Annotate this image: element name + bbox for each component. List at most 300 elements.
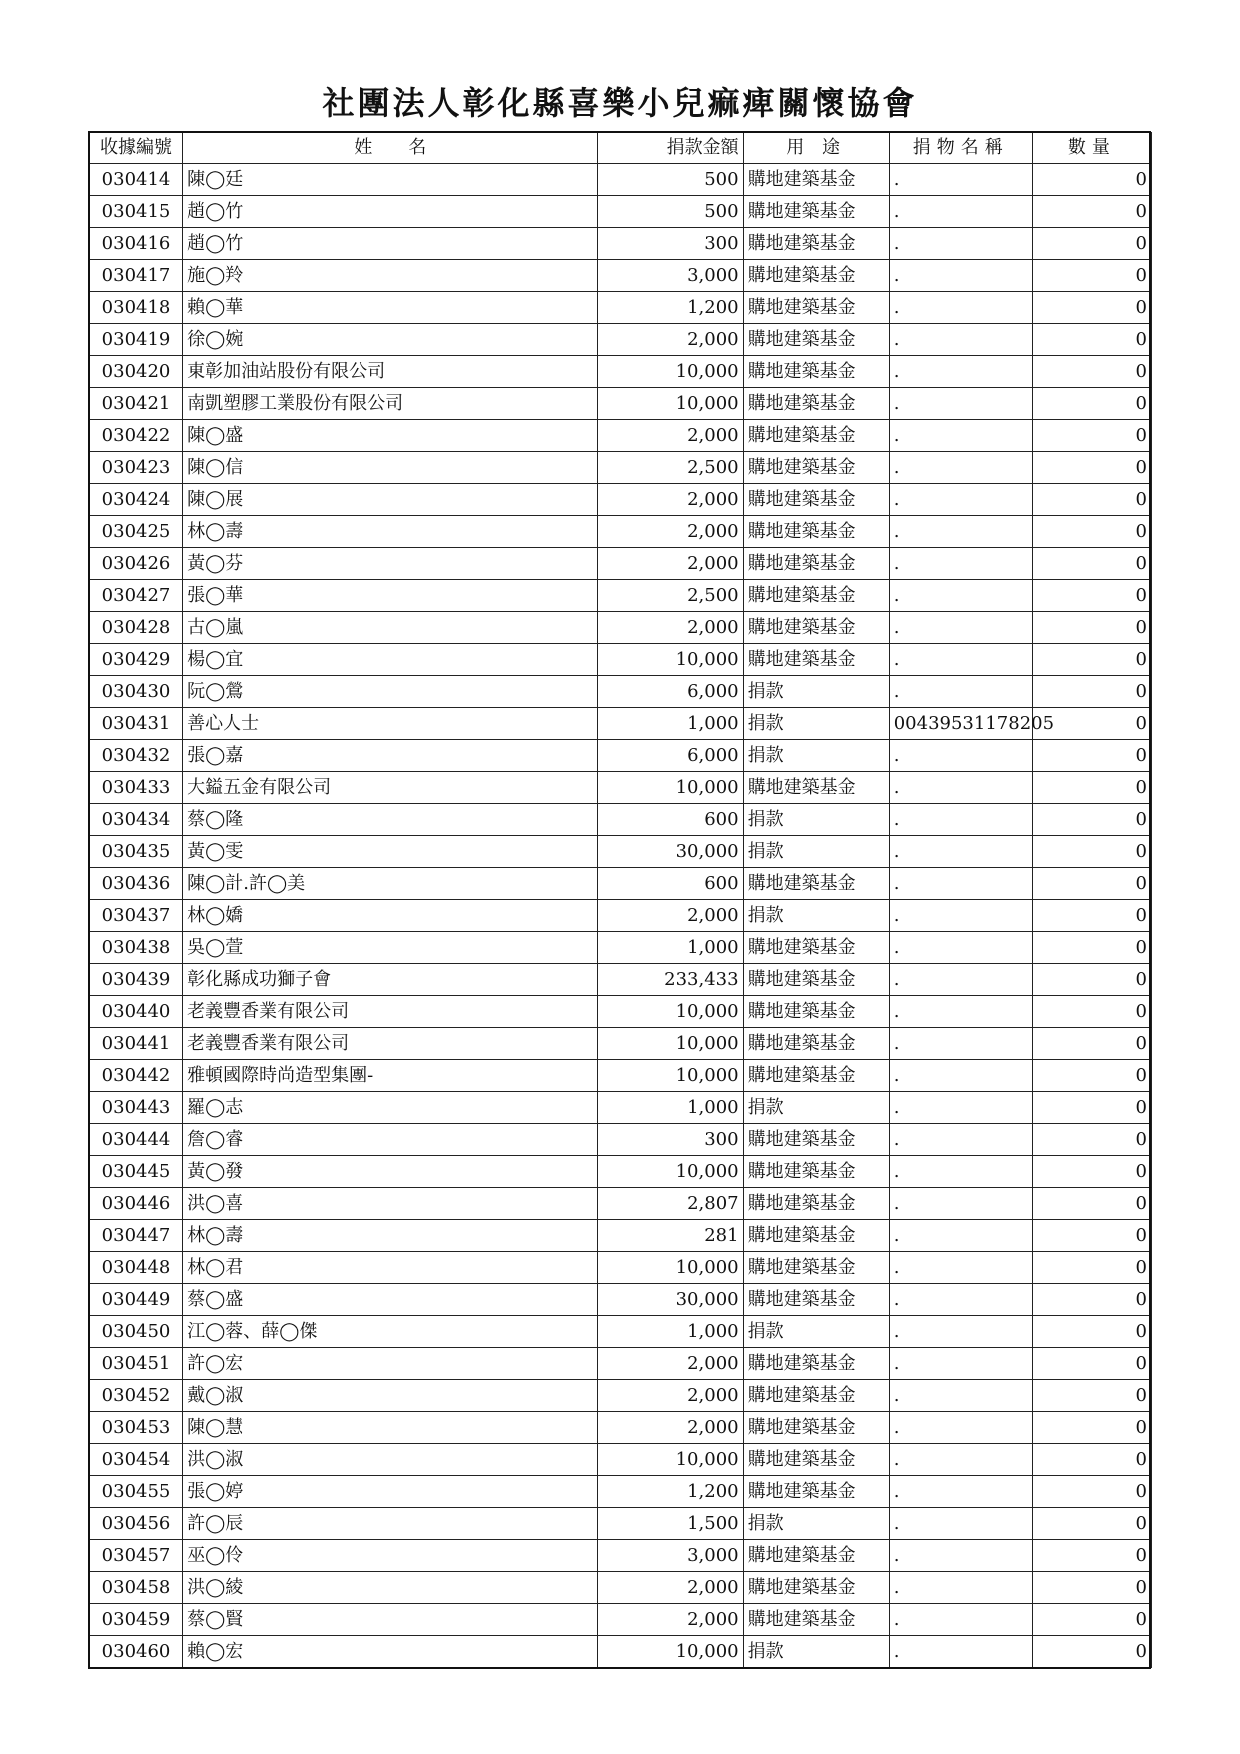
cell-purpose: 購地建築基金 [743,1028,889,1060]
cell-receipt-no: 030448 [90,1252,183,1284]
table-row [90,196,1152,228]
cell-quantity: 0 [1032,228,1151,260]
cell-receipt-no: 030435 [90,836,183,868]
cell-purpose: 購地建築基金 [743,516,889,548]
cell-purpose: 購地建築基金 [743,1572,889,1604]
cell-receipt-no: 030418 [90,292,183,324]
cell-item-name: . [889,1252,1032,1284]
cell-amount: 30,000 [598,1284,743,1316]
cell-receipt-no: 030441 [90,1028,183,1060]
cell-item-name: . [889,356,1032,388]
cell-purpose: 捐款 [743,740,889,772]
cell-quantity: 0 [1032,1508,1151,1540]
table-row [90,932,1152,964]
cell-name: 林◯壽 [183,516,598,548]
cell-purpose: 捐款 [743,900,889,932]
cell-item-name: . [889,836,1032,868]
cell-amount: 10,000 [598,388,743,420]
table-row [90,388,1152,420]
cell-receipt-no: 030455 [90,1476,183,1508]
cell-name: 楊◯宜 [183,644,598,676]
cell-amount: 10,000 [598,1156,743,1188]
cell-item-name: . [889,804,1032,836]
cell-name: 老義豐香業有限公司 [183,1028,598,1060]
cell-purpose: 購地建築基金 [743,420,889,452]
cell-quantity: 0 [1032,1028,1151,1060]
cell-item-name: . [889,1636,1032,1668]
cell-quantity: 0 [1032,292,1151,324]
table-header [90,133,1152,164]
cell-item-name: . [889,260,1032,292]
table-row [90,1508,1152,1540]
cell-receipt-no: 030436 [90,868,183,900]
cell-name: 張◯華 [183,580,598,612]
cell-purpose: 購地建築基金 [743,548,889,580]
cell-name: 洪◯喜 [183,1188,598,1220]
cell-receipt-no: 030452 [90,1380,183,1412]
table-row [90,1316,1152,1348]
table-row [90,1124,1152,1156]
cell-purpose: 購地建築基金 [743,1124,889,1156]
cell-receipt-no: 030415 [90,196,183,228]
cell-receipt-no: 030414 [90,164,183,196]
cell-quantity: 0 [1032,900,1151,932]
cell-quantity: 0 [1032,420,1151,452]
table-row [90,644,1152,676]
cell-item-name: . [889,1156,1032,1188]
cell-item-name: . [889,452,1032,484]
cell-quantity: 0 [1032,772,1151,804]
cell-item-name: . [889,932,1032,964]
cell-amount: 2,000 [598,324,743,356]
cell-name: 陳◯計.許◯美 [183,868,598,900]
table-row [90,1636,1152,1668]
cell-name: 老義豐香業有限公司 [183,996,598,1028]
cell-receipt-no: 030456 [90,1508,183,1540]
cell-receipt-no: 030431 [90,708,183,740]
donation-table [89,132,1152,1668]
cell-name: 施◯羚 [183,260,598,292]
cell-quantity: 0 [1032,932,1151,964]
cell-item-name: . [889,868,1032,900]
table-row [90,452,1152,484]
cell-name: 雅頓國際時尚造型集團- [183,1060,598,1092]
cell-quantity: 0 [1032,1316,1151,1348]
table-row [90,164,1152,196]
cell-receipt-no: 030429 [90,644,183,676]
cell-item-name: . [889,1028,1032,1060]
cell-name: 趙◯竹 [183,196,598,228]
cell-quantity: 0 [1032,356,1151,388]
table-row [90,1572,1152,1604]
cell-receipt-no: 030440 [90,996,183,1028]
cell-name: 詹◯睿 [183,1124,598,1156]
header-row [90,133,1152,164]
cell-receipt-no: 030419 [90,324,183,356]
cell-name: 蔡◯隆 [183,804,598,836]
cell-quantity: 0 [1032,1220,1151,1252]
cell-receipt-no: 030449 [90,1284,183,1316]
table-row [90,1604,1152,1636]
table-row [90,1540,1152,1572]
cell-purpose: 購地建築基金 [743,772,889,804]
cell-name: 陳◯信 [183,452,598,484]
cell-amount: 2,000 [598,612,743,644]
cell-amount: 1,000 [598,1316,743,1348]
table-row [90,708,1152,740]
cell-receipt-no: 030445 [90,1156,183,1188]
table-row [90,1412,1152,1444]
cell-receipt-no: 030422 [90,420,183,452]
cell-name: 陳◯盛 [183,420,598,452]
cell-item-name: . [889,1412,1032,1444]
cell-receipt-no: 030447 [90,1220,183,1252]
cell-amount: 300 [598,228,743,260]
table-row [90,1284,1152,1316]
table-row [90,516,1152,548]
cell-item-name: . [889,676,1032,708]
cell-name: 許◯辰 [183,1508,598,1540]
cell-item-name: . [889,548,1032,580]
cell-item-name: . [889,1444,1032,1476]
table-row [90,324,1152,356]
cell-name: 吳◯萱 [183,932,598,964]
cell-quantity: 0 [1032,1348,1151,1380]
cell-receipt-no: 030446 [90,1188,183,1220]
cell-item-name: . [889,740,1032,772]
cell-amount: 10,000 [598,1636,743,1668]
cell-purpose: 購地建築基金 [743,1604,889,1636]
cell-purpose: 購地建築基金 [743,356,889,388]
cell-amount: 1,000 [598,1092,743,1124]
cell-amount: 10,000 [598,996,743,1028]
cell-item-name: . [889,388,1032,420]
cell-amount: 2,500 [598,452,743,484]
cell-purpose: 購地建築基金 [743,1188,889,1220]
table-row [90,420,1152,452]
cell-amount: 2,000 [598,1412,743,1444]
table-row [90,1188,1152,1220]
table-row [90,1220,1152,1252]
cell-quantity: 0 [1032,324,1151,356]
cell-amount: 2,000 [598,1572,743,1604]
cell-amount: 1,200 [598,292,743,324]
cell-amount: 2,000 [598,516,743,548]
cell-amount: 10,000 [598,644,743,676]
cell-receipt-no: 030460 [90,1636,183,1668]
cell-amount: 1,500 [598,1508,743,1540]
cell-amount: 10,000 [598,1028,743,1060]
cell-purpose: 捐款 [743,804,889,836]
cell-item-name: . [889,1284,1032,1316]
table-body [90,164,1152,1668]
cell-purpose: 捐款 [743,836,889,868]
cell-amount: 600 [598,804,743,836]
cell-purpose: 購地建築基金 [743,1348,889,1380]
cell-quantity: 0 [1032,612,1151,644]
cell-amount: 600 [598,868,743,900]
cell-amount: 3,000 [598,1540,743,1572]
cell-amount: 10,000 [598,772,743,804]
cell-item-name: . [889,644,1032,676]
cell-name: 林◯壽 [183,1220,598,1252]
cell-amount: 1,000 [598,708,743,740]
cell-purpose: 購地建築基金 [743,452,889,484]
cell-receipt-no: 030428 [90,612,183,644]
cell-item-name: . [889,996,1032,1028]
cell-quantity: 0 [1032,1060,1151,1092]
cell-purpose: 購地建築基金 [743,292,889,324]
cell-receipt-no: 030450 [90,1316,183,1348]
table-row [90,1348,1152,1380]
cell-receipt-no: 030438 [90,932,183,964]
cell-name: 陳◯廷 [183,164,598,196]
cell-quantity: 0 [1032,1252,1151,1284]
cell-receipt-no: 030416 [90,228,183,260]
cell-purpose: 購地建築基金 [743,868,889,900]
cell-quantity: 0 [1032,484,1151,516]
cell-name: 洪◯淑 [183,1444,598,1476]
cell-purpose: 購地建築基金 [743,1060,889,1092]
cell-item-name: . [889,964,1032,996]
cell-name: 善心人士 [183,708,598,740]
cell-quantity: 0 [1032,644,1151,676]
cell-quantity: 0 [1032,996,1151,1028]
cell-quantity: 0 [1032,516,1151,548]
page-title: 社團法人彰化縣喜樂小兒痲痺關懷協會 [322,84,918,122]
cell-amount: 2,000 [598,484,743,516]
cell-amount: 10,000 [598,1444,743,1476]
cell-item-name: . [889,900,1032,932]
cell-name: 張◯婷 [183,1476,598,1508]
cell-quantity: 0 [1032,964,1151,996]
cell-item-name: . [889,1572,1032,1604]
cell-purpose: 購地建築基金 [743,228,889,260]
cell-receipt-no: 030453 [90,1412,183,1444]
table-row [90,676,1152,708]
cell-amount: 10,000 [598,1060,743,1092]
cell-name: 黃◯雯 [183,836,598,868]
cell-amount: 10,000 [598,356,743,388]
cell-purpose: 捐款 [743,1092,889,1124]
table-row [90,228,1152,260]
cell-amount: 2,807 [598,1188,743,1220]
cell-quantity: 0 [1032,1572,1151,1604]
cell-item-name: 00439531178205 [889,708,1032,740]
table-row [90,836,1152,868]
cell-name: 黃◯發 [183,1156,598,1188]
cell-receipt-no: 030425 [90,516,183,548]
table-row [90,740,1152,772]
cell-receipt-no: 030437 [90,900,183,932]
cell-amount: 2,000 [598,1604,743,1636]
cell-amount: 1,200 [598,1476,743,1508]
cell-purpose: 購地建築基金 [743,964,889,996]
cell-purpose: 購地建築基金 [743,612,889,644]
cell-purpose: 購地建築基金 [743,1444,889,1476]
table-row [90,1444,1152,1476]
cell-amount: 1,000 [598,932,743,964]
cell-purpose: 捐款 [743,676,889,708]
cell-name: 東彰加油站股份有限公司 [183,356,598,388]
table-row [90,612,1152,644]
cell-receipt-no: 030424 [90,484,183,516]
cell-amount: 500 [598,164,743,196]
cell-quantity: 0 [1032,1476,1151,1508]
cell-name: 林◯君 [183,1252,598,1284]
cell-quantity: 0 [1032,260,1151,292]
cell-receipt-no: 030430 [90,676,183,708]
cell-name: 南凱塑膠工業股份有限公司 [183,388,598,420]
table-row [90,996,1152,1028]
cell-amount: 300 [598,1124,743,1156]
table-row [90,1060,1152,1092]
cell-name: 古◯嵐 [183,612,598,644]
header-quantity: 數量 [1032,133,1151,164]
table-row [90,548,1152,580]
cell-purpose: 捐款 [743,1636,889,1668]
cell-item-name: . [889,1124,1032,1156]
cell-purpose: 購地建築基金 [743,1252,889,1284]
cell-receipt-no: 030459 [90,1604,183,1636]
cell-quantity: 0 [1032,1156,1151,1188]
cell-quantity: 0 [1032,388,1151,420]
cell-purpose: 購地建築基金 [743,1220,889,1252]
cell-item-name: . [889,1540,1032,1572]
cell-receipt-no: 030432 [90,740,183,772]
cell-quantity: 0 [1032,708,1151,740]
cell-purpose: 購地建築基金 [743,164,889,196]
cell-purpose: 購地建築基金 [743,996,889,1028]
header-receipt-no: 收據編號 [90,133,183,164]
cell-name: 羅◯志 [183,1092,598,1124]
table-row [90,1156,1152,1188]
cell-amount: 281 [598,1220,743,1252]
header-name: 姓 名 [183,133,598,164]
cell-receipt-no: 030444 [90,1124,183,1156]
cell-name: 黃◯芬 [183,548,598,580]
cell-receipt-no: 030423 [90,452,183,484]
table-row [90,484,1152,516]
cell-amount: 500 [598,196,743,228]
cell-item-name: . [889,1348,1032,1380]
cell-item-name: . [889,612,1032,644]
cell-name: 阮◯鶯 [183,676,598,708]
cell-quantity: 0 [1032,1284,1151,1316]
cell-name: 戴◯淑 [183,1380,598,1412]
cell-purpose: 捐款 [743,708,889,740]
cell-purpose: 購地建築基金 [743,324,889,356]
cell-purpose: 購地建築基金 [743,1284,889,1316]
cell-quantity: 0 [1032,1124,1151,1156]
table-row [90,964,1152,996]
cell-amount: 30,000 [598,836,743,868]
cell-item-name: . [889,1092,1032,1124]
cell-item-name: . [889,1476,1032,1508]
cell-item-name: . [889,164,1032,196]
table-row [90,1476,1152,1508]
cell-name: 徐◯婉 [183,324,598,356]
cell-quantity: 0 [1032,1444,1151,1476]
cell-receipt-no: 030442 [90,1060,183,1092]
table-row [90,260,1152,292]
cell-name: 陳◯慧 [183,1412,598,1444]
cell-quantity: 0 [1032,1092,1151,1124]
cell-amount: 233,433 [598,964,743,996]
cell-receipt-no: 030421 [90,388,183,420]
header-amount: 捐款金額 [598,133,743,164]
cell-item-name: . [889,772,1032,804]
cell-amount: 2,000 [598,900,743,932]
cell-name: 蔡◯盛 [183,1284,598,1316]
cell-receipt-no: 030434 [90,804,183,836]
cell-name: 洪◯綾 [183,1572,598,1604]
cell-name: 彰化縣成功獅子會 [183,964,598,996]
cell-item-name: . [889,228,1032,260]
cell-quantity: 0 [1032,1380,1151,1412]
cell-item-name: . [889,1508,1032,1540]
cell-quantity: 0 [1032,164,1151,196]
cell-quantity: 0 [1032,1604,1151,1636]
cell-quantity: 0 [1032,740,1151,772]
cell-quantity: 0 [1032,1412,1151,1444]
table-row [90,1028,1152,1060]
cell-purpose: 購地建築基金 [743,484,889,516]
cell-item-name: . [889,1380,1032,1412]
cell-item-name: . [889,580,1032,612]
cell-receipt-no: 030451 [90,1348,183,1380]
cell-item-name: . [889,196,1032,228]
cell-quantity: 0 [1032,676,1151,708]
cell-quantity: 0 [1032,868,1151,900]
cell-amount: 2,000 [598,548,743,580]
cell-name: 賴◯華 [183,292,598,324]
cell-receipt-no: 030457 [90,1540,183,1572]
table-row [90,292,1152,324]
header-item-name: 捐物名稱 [889,133,1032,164]
cell-name: 巫◯伶 [183,1540,598,1572]
cell-amount: 2,000 [598,1380,743,1412]
cell-quantity: 0 [1032,1636,1151,1668]
table-row [90,1252,1152,1284]
cell-amount: 3,000 [598,260,743,292]
cell-quantity: 0 [1032,580,1151,612]
cell-item-name: . [889,1220,1032,1252]
cell-receipt-no: 030417 [90,260,183,292]
cell-item-name: . [889,1060,1032,1092]
cell-purpose: 購地建築基金 [743,580,889,612]
cell-quantity: 0 [1032,196,1151,228]
table-row [90,900,1152,932]
cell-receipt-no: 030458 [90,1572,183,1604]
cell-amount: 6,000 [598,740,743,772]
cell-purpose: 購地建築基金 [743,1156,889,1188]
cell-quantity: 0 [1032,1188,1151,1220]
cell-name: 江◯蓉、薛◯傑 [183,1316,598,1348]
cell-quantity: 0 [1032,1540,1151,1572]
cell-purpose: 購地建築基金 [743,196,889,228]
cell-purpose: 購地建築基金 [743,1412,889,1444]
cell-item-name: . [889,1316,1032,1348]
cell-amount: 2,500 [598,580,743,612]
cell-item-name: . [889,420,1032,452]
cell-name: 趙◯竹 [183,228,598,260]
cell-item-name: . [889,292,1032,324]
header-purpose: 用 途 [743,133,889,164]
cell-amount: 6,000 [598,676,743,708]
cell-amount: 2,000 [598,1348,743,1380]
table-row [90,580,1152,612]
